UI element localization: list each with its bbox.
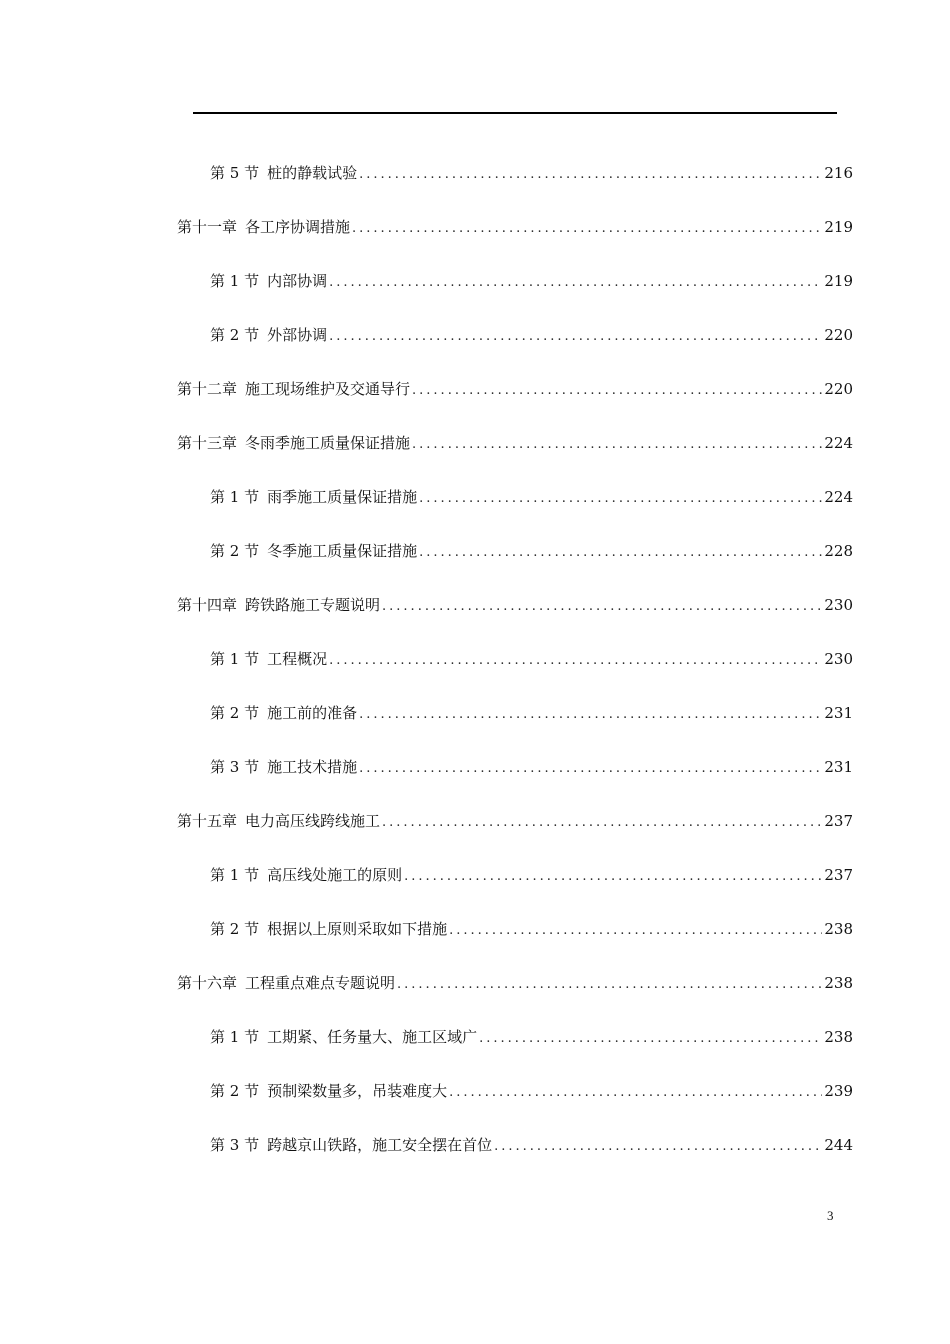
toc-entry-section[interactable] bbox=[210, 1025, 853, 1049]
toc-entry-label bbox=[177, 431, 410, 455]
toc-entry-title: 高压线处施工的原则 bbox=[267, 866, 403, 884]
toc-entry-title: 工期紧、任务量大、施工区域广 bbox=[267, 1028, 478, 1046]
toc-entry-page: 239 bbox=[824, 1082, 853, 1100]
toc-entry-section[interactable] bbox=[210, 701, 853, 725]
toc-entry-title: 施工前的准备 bbox=[267, 704, 358, 722]
toc-entry-number: 第 2 节 bbox=[210, 542, 260, 560]
toc-entry-label bbox=[210, 1133, 492, 1157]
toc-entry-title: 预制梁数量多，吊装难度大 bbox=[267, 1082, 448, 1100]
toc-entry-number: 第 2 节 bbox=[210, 920, 260, 938]
toc-entry-label bbox=[210, 269, 327, 293]
toc-leader-dots bbox=[397, 973, 822, 997]
toc-entry-label bbox=[177, 809, 380, 833]
toc-entry-number: 第十五章 bbox=[177, 812, 238, 830]
toc-leader-dots bbox=[494, 1135, 822, 1159]
toc-leader-dots bbox=[404, 865, 822, 889]
toc-entry-title: 外部协调 bbox=[267, 326, 328, 344]
toc-entry-title: 施工现场维护及交通导行 bbox=[245, 380, 411, 398]
toc-entry-label bbox=[177, 971, 395, 995]
toc-entry-title: 跨越京山铁路，施工安全摆在首位 bbox=[267, 1136, 493, 1154]
toc-entry-section[interactable] bbox=[210, 269, 853, 293]
toc-leader-dots bbox=[412, 379, 822, 403]
toc-entry-section[interactable] bbox=[210, 539, 853, 563]
toc-leader-dots bbox=[382, 595, 822, 619]
toc-entry-section[interactable] bbox=[210, 1133, 853, 1157]
toc-entry-title: 跨铁路施工专题说明 bbox=[245, 596, 381, 614]
toc-entry-page: 219 bbox=[824, 272, 853, 290]
toc-entry-page: 220 bbox=[824, 326, 853, 344]
toc-entry-section[interactable] bbox=[210, 647, 853, 671]
toc-entry-label bbox=[210, 755, 357, 779]
toc-leader-dots bbox=[382, 811, 822, 835]
toc-entry-page: 230 bbox=[824, 650, 853, 668]
toc-entry-number: 第 5 节 bbox=[210, 164, 260, 182]
toc-leader-dots bbox=[329, 325, 822, 349]
toc-entry-title: 雨季施工质量保证措施 bbox=[267, 488, 418, 506]
toc-entry-page: 224 bbox=[824, 434, 853, 452]
toc-entry-section[interactable] bbox=[210, 323, 853, 347]
toc-entry-title: 根据以上原则采取如下措施 bbox=[267, 920, 448, 938]
toc-leader-dots bbox=[449, 919, 822, 943]
header-rule bbox=[193, 112, 837, 114]
toc-entry-number: 第十二章 bbox=[177, 380, 238, 398]
toc-entry-section[interactable] bbox=[210, 917, 853, 941]
toc-entry-number: 第 1 节 bbox=[210, 1028, 260, 1046]
toc-entry-label bbox=[177, 215, 350, 239]
toc-entry-label bbox=[210, 1025, 477, 1049]
toc-entry-label bbox=[210, 647, 327, 671]
toc-entry-section[interactable] bbox=[210, 161, 853, 185]
toc-entry-page: 231 bbox=[824, 704, 853, 722]
toc-entry-label bbox=[177, 593, 380, 617]
toc-entry-chapter[interactable] bbox=[177, 215, 853, 239]
toc-entry-number: 第 1 节 bbox=[210, 272, 260, 290]
toc-entry-chapter[interactable] bbox=[177, 377, 853, 401]
toc-entry-title: 施工技术措施 bbox=[267, 758, 358, 776]
toc-entry-title: 冬季施工质量保证措施 bbox=[267, 542, 418, 560]
toc-entry-page: 230 bbox=[824, 596, 853, 614]
toc-entry-title: 冬雨季施工质量保证措施 bbox=[245, 434, 411, 452]
toc-entry-number: 第十一章 bbox=[177, 218, 238, 236]
toc-entry-page: 237 bbox=[824, 866, 853, 884]
toc-entry-label bbox=[210, 701, 357, 725]
toc-leader-dots bbox=[412, 433, 822, 457]
page-number: 3 bbox=[827, 1208, 834, 1223]
toc-entry-chapter[interactable] bbox=[177, 431, 853, 455]
toc-entry-title: 电力高压线跨线施工 bbox=[245, 812, 381, 830]
toc-entry-section[interactable] bbox=[210, 755, 853, 779]
toc-entry-label bbox=[177, 377, 410, 401]
toc-entry-label bbox=[210, 1079, 447, 1103]
toc-leader-dots bbox=[329, 271, 822, 295]
toc-entry-number: 第十三章 bbox=[177, 434, 238, 452]
toc-entry-section[interactable] bbox=[210, 1079, 853, 1103]
toc-entry-section[interactable] bbox=[210, 485, 853, 509]
toc-entry-label bbox=[210, 863, 402, 887]
toc-leader-dots bbox=[419, 541, 822, 565]
toc-entry-page: 224 bbox=[824, 488, 853, 506]
toc-leader-dots bbox=[419, 487, 822, 511]
toc-entry-chapter[interactable] bbox=[177, 593, 853, 617]
toc-entry-chapter[interactable] bbox=[177, 971, 853, 995]
toc-leader-dots bbox=[359, 703, 822, 727]
toc-entry-number: 第 1 节 bbox=[210, 866, 260, 884]
toc-leader-dots bbox=[449, 1081, 822, 1105]
toc-entry-number: 第 2 节 bbox=[210, 704, 260, 722]
toc-entry-title: 桩的静载试验 bbox=[267, 164, 358, 182]
toc-entry-label bbox=[210, 485, 417, 509]
toc-entry-number: 第 3 节 bbox=[210, 1136, 260, 1154]
toc-entry-title: 各工序协调措施 bbox=[245, 218, 351, 236]
toc-entry-number: 第十六章 bbox=[177, 974, 238, 992]
toc-entry-number: 第 1 节 bbox=[210, 488, 260, 506]
toc-leader-dots bbox=[479, 1027, 822, 1051]
toc-entry-number: 第十四章 bbox=[177, 596, 238, 614]
toc-leader-dots bbox=[359, 757, 822, 781]
toc-entry-page: 238 bbox=[824, 1028, 853, 1046]
toc-entry-page: 228 bbox=[824, 542, 853, 560]
toc-entry-page: 238 bbox=[824, 974, 853, 992]
toc-entry-number: 第 2 节 bbox=[210, 326, 260, 344]
toc-entry-section[interactable] bbox=[210, 863, 853, 887]
toc-leader-dots bbox=[352, 217, 822, 241]
toc-entry-number: 第 2 节 bbox=[210, 1082, 260, 1100]
toc-entry-title: 工程概况 bbox=[267, 650, 328, 668]
toc-entry-page: 238 bbox=[824, 920, 853, 938]
toc-leader-dots bbox=[359, 163, 822, 187]
toc-entry-chapter[interactable] bbox=[177, 809, 853, 833]
toc-entry-title: 工程重点难点专题说明 bbox=[245, 974, 396, 992]
toc-entry-label bbox=[210, 539, 417, 563]
toc-entry-number: 第 1 节 bbox=[210, 650, 260, 668]
toc-entry-page: 244 bbox=[824, 1136, 853, 1154]
toc-entry-page: 220 bbox=[824, 380, 853, 398]
toc-entry-label bbox=[210, 323, 327, 347]
toc-leader-dots bbox=[329, 649, 822, 673]
toc-entry-page: 219 bbox=[824, 218, 853, 236]
toc-entry-page: 237 bbox=[824, 812, 853, 830]
toc-entry-label bbox=[210, 161, 357, 185]
toc-entry-page: 216 bbox=[824, 164, 853, 182]
toc-entry-page: 231 bbox=[824, 758, 853, 776]
toc-entry-number: 第 3 节 bbox=[210, 758, 260, 776]
toc-entry-label bbox=[210, 917, 447, 941]
toc-entry-title: 内部协调 bbox=[267, 272, 328, 290]
